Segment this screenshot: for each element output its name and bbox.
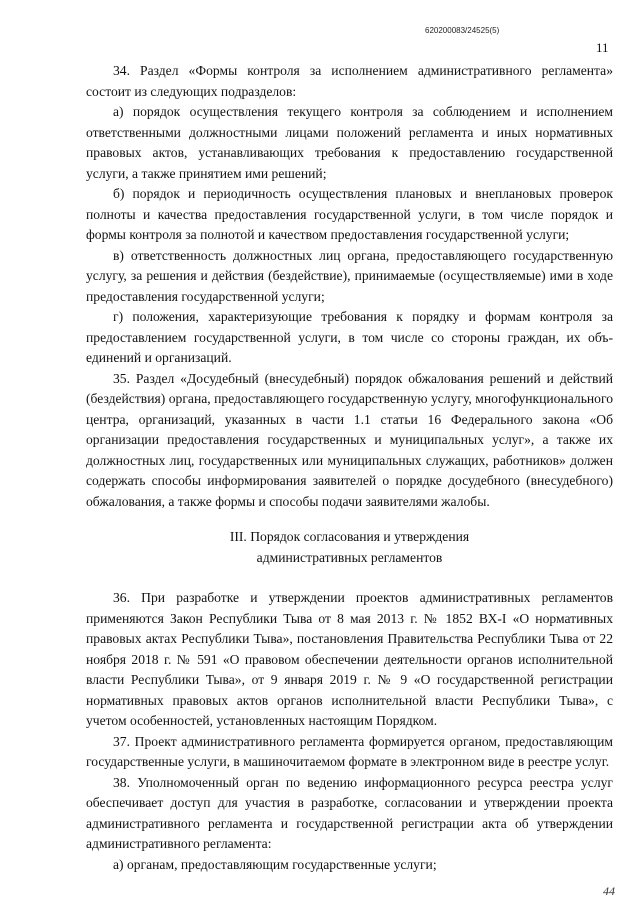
paragraph-34-g: г) положения, характеризующие требования к порядку и формам контроля за предоставлением государственной услуги, в том числе со стороны граждан, их объединений и организаций. [86, 309, 613, 365]
paragraph-34-b: б) порядок и периодичность осуществления плановых и внеплановых проверок полноты и качества предоставления государственной услуги, в том числе порядок и формы контроля за полнотой и качеством предоставления государственной услуги; [86, 186, 613, 242]
page-number: 11 [596, 40, 609, 55]
document-body [86, 61, 613, 875]
document-number: 620200083/24525(5) [425, 26, 500, 35]
paragraph-34: 34. Раздел «Формы контроля за исполнением административного регламента» состоит из следующих подразделов: [86, 63, 613, 99]
paragraph-34-v: в) ответственность должностных лиц органа, предоставляющего государственную услугу, за решения и действия (бездействие), принимаемые (осуществляемые) ими в ходе предоставления государственной услуги; [86, 247, 613, 304]
paragraph-36: 36. При разработке и утверждении проектов административных регламентов применяются Закон Республики Тыва от 8 мая 2013 г. № 1852 ВХ-I «О нормативных правовых актах Республики Тыва», постановления Правительства Республики Тыва от 22 ноября 2018 г. № 591 «О правовом обеспечении деятельности органов исполнительной власти Республики Тыва», от 9 января 2019 г. № 9 «О государственной регистрации нормативных правовых актов органов исполнительной власти Республики Тыва», с учетом особенностей, установленных настоящим Порядком. [86, 590, 613, 728]
paragraph-38-a: а) органам, предоставляющим государственные услуги; [113, 856, 437, 872]
paragraph-37: 37. Проект административного регламента формируется органом, предоставляющим государственные услуги, в машиночитаемом формате в электронном виде в реестре услуг. [86, 733, 613, 769]
section-heading-line2: административных регламентов [256, 549, 443, 565]
handwritten-page-mark: 44 [603, 884, 615, 898]
section-heading-line1: III. Порядок согласования и утверждения [229, 529, 470, 544]
section-heading [86, 527, 613, 568]
paragraph-34-a: а) порядок осуществления текущего контроля за соблюдением и исполнением ответственными должностными лицами положений регламента и иных нормативных правовых актов, устанавливающих требования к предоставлению государственной услуги, а также принятием ими решений; [86, 104, 613, 181]
paragraph-35: 35. Раздел «Досудебный (внесудебный) порядок обжалования решений и действий (бездействия) органа, предоставляющего государственную услугу, многофункционального центра, организаций, указанных в части 1.1 статьи 16 Федерального закона «Об организации предоставления государственных и муниципальных услуг», а также их должностных лиц, государственных или муниципальных служащих, работников» должен содержать способы информирования заявителей о порядке досудебного (внесудебного) обжалования, а также формы и способы подачи заявителями жалобы. [86, 370, 613, 509]
paragraph-38: 38. Уполномоченный орган по ведению информационного ресурса реестра услуг обеспечивает доступ для участия в разработке, согласовании и утверждении проекта административного регламента и государственной регистрации акта об утверждении административного регламента: [86, 774, 613, 851]
